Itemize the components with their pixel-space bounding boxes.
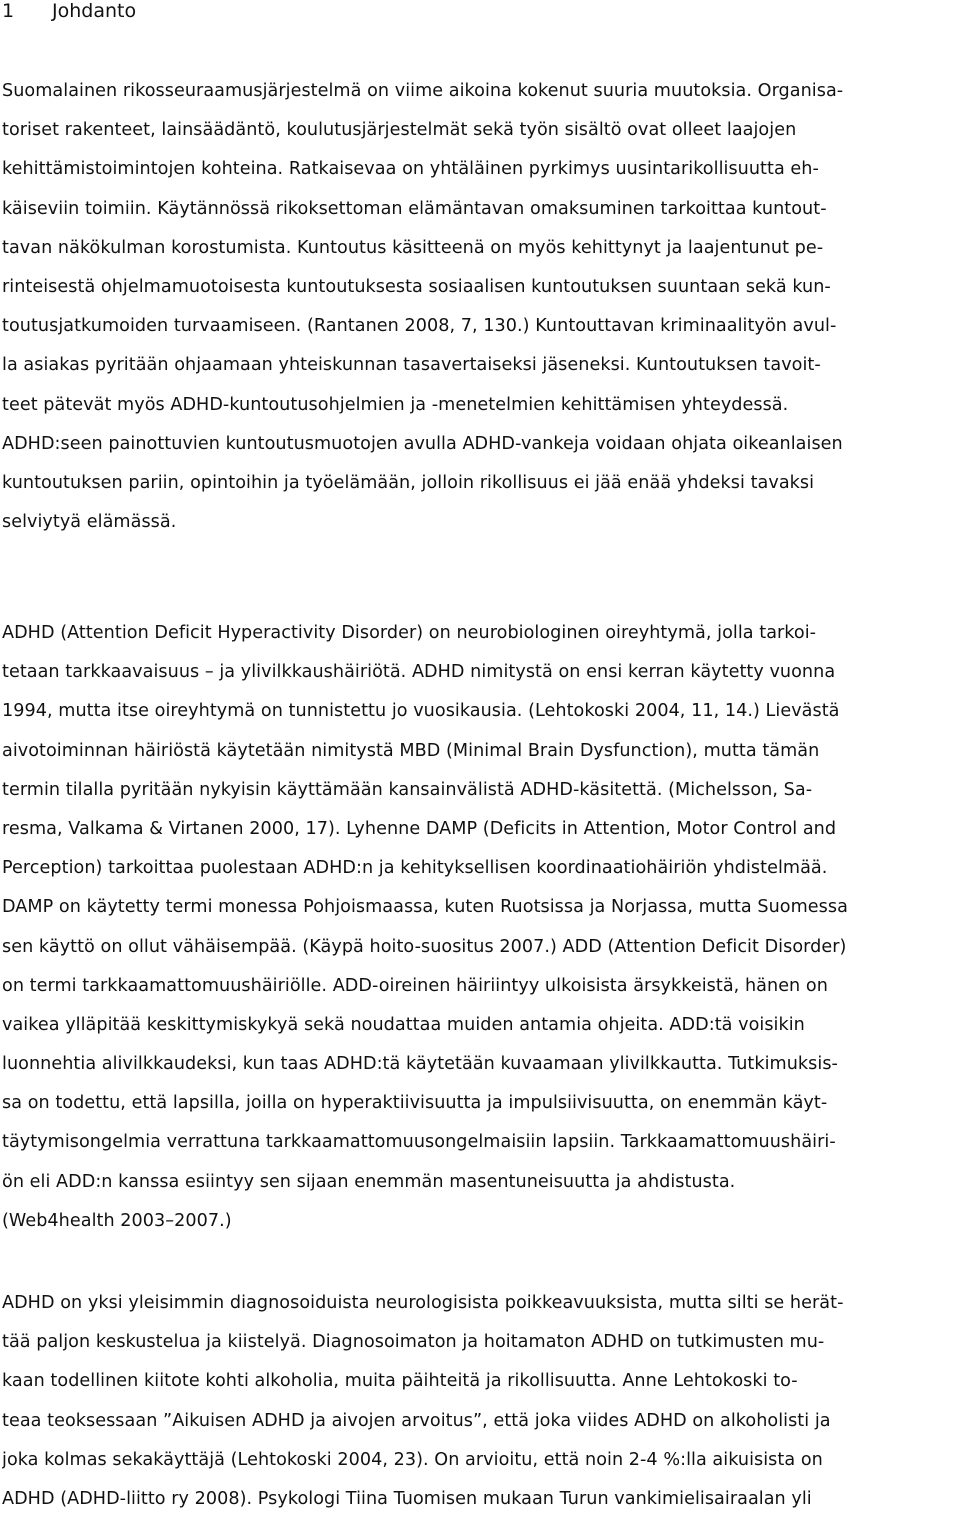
paragraph-intro	[2, 72, 958, 542]
text-line: DAMP on käytetty termi monessa Pohjoismaassa, kuten Ruotsissa ja Norjassa, mutta Suomessa	[2, 897, 848, 918]
text-line: 1994, mutta itse oireyhtymä on tunnistettu jo vuosikausia. (Lehtokoski 2004, 11, 14.) Lievästä	[2, 701, 840, 722]
text-line: ön eli ADD:n kanssa esiintyy sen sijaan enemmän masentuneisuutta ja ahdistusta.	[2, 1171, 736, 1192]
text-line: on termi tarkkaamattomuushäiriölle. ADD-oireinen häiriintyy ulkoisista ärsykkeistä, hänen on	[2, 975, 828, 996]
text-line: kehittämistoimintojen kohteina. Ratkaisevaa on yhtäläinen pyrkimys uusintarikollisuutta eh-	[2, 159, 819, 180]
text-line: ADHD on yksi yleisimmin diagnosoiduista neurologisista poikkeavuuksista, mutta silti se herät-	[2, 1293, 844, 1313]
text-line: aivotoiminnan häiriöstä käytetään nimitystä MBD (Minimal Brain Dysfunction), mutta tämän	[2, 740, 820, 761]
text-line: tavan näkökulman korostumista. Kuntoutus käsitteenä on myös kehittynyt ja laajentunut pe-	[2, 237, 824, 258]
text-line: teet pätevät myös ADHD-kuntoutusohjelmien ja -menetelmien kehittämisen yhteydessä.	[2, 394, 789, 415]
text-line: (Web4health 2003–2007.)	[2, 1210, 232, 1231]
text-line: Perception) tarkoittaa puolestaan ADHD:n ja kehityksellisen koordinaatiohäiriön yhdistelmää.	[2, 858, 828, 879]
text-line: kaan todellinen kiitote kohti alkoholia, muita päihteitä ja rikollisuutta. Anne Lehtokoski to-	[2, 1371, 798, 1392]
text-line: rinteisestä ohjelmamuotoisesta kuntoutuksesta sosiaalisen kuntoutuksen suuntaan sekä kun-	[2, 276, 831, 297]
text-line: sa on todettu, että lapsilla, joilla on hyperaktiivisuutta ja impulsiivisuutta, on enemmän käyt-	[2, 1093, 828, 1114]
chapter-number: 1	[2, 0, 15, 22]
text-line: ADHD (Attention Deficit Hyperactivity Disorder) on neurobiologinen oireyhtymä, jolla tarkoi-	[2, 623, 817, 643]
text-line: täytymisongelmia verrattuna tarkkaamattomuusongelmaisiin lapsiin. Tarkkaamattomuushäiri-	[2, 1132, 836, 1153]
text-line: käiseviin toimiin. Käytännössä rikoksettoman elämäntavan omaksuminen tarkoittaa kuntout-	[2, 198, 827, 219]
text-line: selviytyä elämässä.	[2, 512, 177, 533]
text-line: termin tilalla pyritään nykyisin käyttämään kansainvälistä ADHD-käsitettä. (Michelsson, Sa-	[2, 779, 813, 800]
text-line: joka kolmas sekakäyttäjä (Lehtokoski 2004, 23). On arvioitu, että noin 2-4 %:lla aikuisista on	[2, 1449, 823, 1470]
text-line: ADHD:seen painottuvien kuntoutusmuotojen avulla ADHD-vankeja voidaan ohjata oikeanlaisen	[2, 433, 843, 454]
text-line: kuntoutuksen pariin, opintoihin ja työelämään, jolloin rikollisuus ei jää enää yhdeksi tavaksi	[2, 472, 815, 493]
text-line: tää paljon keskustelua ja kiistelyä. Diagnosoimaton ja hoitamaton ADHD on tutkimusten mu-	[2, 1332, 825, 1353]
text-line: sen käyttö on ollut vähäisempää. (Käypä hoito-suositus 2007.) ADD (Attention Deficit Disorder)	[2, 936, 847, 957]
text-line: tetaan tarkkaavaisuus – ja ylivilkkaushäiriötä. ADHD nimitystä on ensi kerran käytetty vuonna	[2, 662, 836, 683]
text-line: toriset rakenteet, lainsäädäntö, koulutusjärjestelmät sekä työn sisältö ovat olleet laajojen	[2, 120, 797, 141]
chapter-title: Johdanto	[52, 0, 137, 22]
text-line: vaikea ylläpitää keskittymiskykyä sekä noudattaa muiden antamia ohjeita. ADD:tä voisikin	[2, 1014, 805, 1035]
text-line: resma, Valkama & Virtanen 2000, 17). Lyhenne DAMP (Deficits in Attention, Motor Control and	[2, 818, 837, 839]
text-line: toutusjatkumoiden turvaamiseen. (Rantanen 2008, 7, 130.) Kuntouttavan kriminaalityön avul-	[2, 316, 837, 337]
text-line: teaa teoksessaan ”Aikuisen ADHD ja aivojen arvoitus”, että joka viides ADHD on alkoholisti ja	[2, 1410, 831, 1431]
text-line: la asiakas pyritään ohjaamaan yhteiskunnan tasavertaiseksi jäseneksi. Kuntoutuksen tavoit-	[2, 355, 821, 376]
chapter-heading	[2, 0, 136, 24]
text-line: ADHD (ADHD-liitto ry 2008). Psykologi Tiina Tuomisen mukaan Turun vankimielisairaalan yli	[2, 1488, 812, 1509]
paragraph-adhd-diagnosis	[2, 1284, 958, 1519]
paragraph-adhd-definition	[2, 614, 958, 1241]
text-line: luonnehtia alivilkkaudeksi, kun taas ADHD:tä käytetään kuvaamaan ylivilkkautta. Tutkimuksis-	[2, 1054, 838, 1075]
text-line: Suomalainen rikosseuraamusjärjestelmä on viime aikoina kokenut suuria muutoksia. Organisa-	[2, 81, 844, 101]
